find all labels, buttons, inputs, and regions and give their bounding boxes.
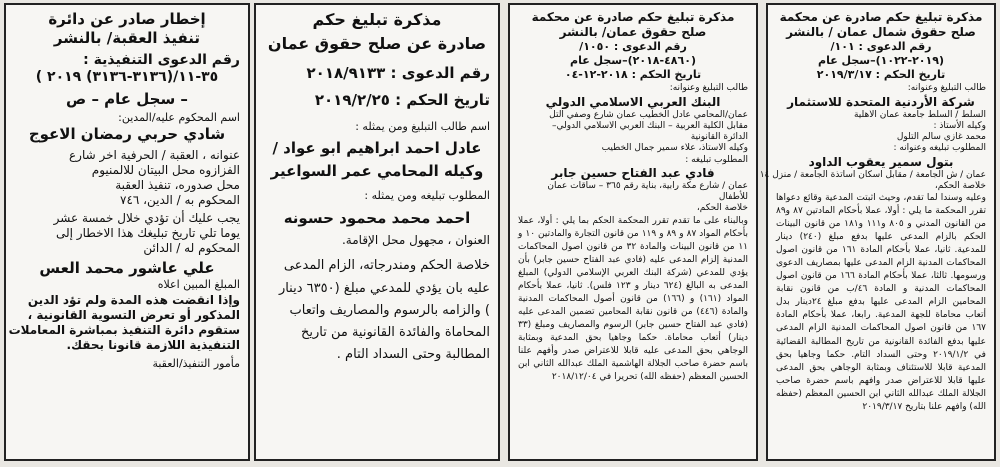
agent-name: محمد غازي سالم التلول: [896, 132, 986, 142]
column-notice-bank: [508, 3, 758, 461]
summary-label: خلاصة الحكم،: [696, 203, 748, 214]
summary-label: خلاصة الحكم،: [934, 180, 986, 191]
notified-label: المطلوب تبليغه ومن يمثله :: [364, 188, 490, 202]
case-number: (٢٠١٩-١٠٢٢)–سجل عام: [818, 53, 944, 67]
column-notice-amman-court: [254, 3, 500, 461]
title-line-2: صادرة عن صلح حقوق عمان: [267, 34, 487, 53]
issue-place: محل صدوره، تنفيذ العقبة: [115, 177, 240, 192]
creditor-label: المحكوم له / الدائن: [143, 240, 240, 255]
address-line-5: للأطفال: [718, 192, 748, 202]
summary-line-5: المطالبة وحتى السداد التام .: [336, 347, 490, 363]
column-notice-north-amman: [759, 3, 996, 461]
requester-label: طالب التبليغ وعنوانه:: [907, 83, 986, 94]
case-number: ٢٠١٨/٩١٣٣: [306, 64, 386, 82]
judgment-date: ٢٠١٩/٢/٢٥: [314, 90, 390, 109]
title-line-1: مذكرة تبليغ حكم صادرة عن محكمة: [779, 10, 983, 24]
creditor-name: علي عاشور محمد العس: [39, 258, 215, 277]
judgment-text: وعليه وسندا لما تقدم، وحيث اثبتت المدعية وقائع دعواها تقرر المحكمة ما يلي : أولا، عملا بأحكام المادتين ٨٧ و٨٩ من القانون المدني و ٨٠٥ و١١١ و١٨١ من قانون البينات الحكم بالزام المدعى عليها بدفع مبلغ (٢٤٠) دينار للمدعية. ثانيا، عملا بأحكام المادة ١٦١ من قانون اصول المحاكمات المدنية الزام المدعى عليها بمصاريف الدعوى ورسومها. ثالثا، عملا بأحكام المادة ١٦٦ من قانون اصول المحاكمات المدنية و المادة ٤٦/ب من قانون نقابة المحامين الزام المدعى عليها بدفع مبلغ ٢٤دينار بدل أتعاب محاماة للجهة المدعية. رابعا، عملا بأحكام المادة ١٦٧ من قانون اصول المحاكمات المدنية الزام المدعى عليها بدفع الفائدة القانونية من تاريخ المطالبة القضائية في ٢٠١٩/١/٢ وحتى السداد التام. حكما وجاهيا بحق المدعية قابلا للاستئناف وبمثابة الوجاهي بحق المدعى عليها قابلا للاعتراض صدر وافهم باسم حضرة صاحب الجلالة الملك عبدالله الثاني ابن الحسين المعظم (حفظه الله) وافهم علنا بتاريخ ٢٠١٩/٣/١٧: [776, 193, 986, 412]
address-line-3: الدائرة القانونية: [690, 132, 748, 142]
summary-line-1: خلاصة الحكم ومندرجاته، الزام المدعى: [283, 258, 490, 274]
summary-line-4: المحاماة والفائدة القانونية من تاريخ: [300, 325, 490, 340]
notified-name: احمد محمد محمود حسونه: [283, 208, 471, 227]
address-line-2: مقابل الكلية العربية – البنك العربي الاسلامي الدولي–: [551, 120, 748, 131]
case-label: رقم الدعوى : ١٠٥٠/: [579, 40, 687, 53]
requester-label: اسم طالب التبليغ ومن يمثله :: [355, 119, 490, 133]
warning-line-1: وإذا انقضت هذه المدة ولم تؤد الدين: [27, 293, 240, 308]
address-line-1: السلط / السلط جامعة عمان الاهلية: [853, 109, 986, 120]
address-line-1: عنوانه ، العقبة / الحرفية اخر شارع: [69, 147, 240, 162]
title-line-1: مذكرة تبليغ حكم: [312, 10, 442, 29]
debt-amount: المحكوم به / الدين، ٧٤٦: [120, 192, 240, 207]
signature: مأمور التنفيذ/العقبة: [152, 357, 240, 371]
judgment-date: تاريخ الحكم : ٢٠١٩/٣/١٧: [816, 67, 946, 81]
against-name: شادي حربي رمضان الاعوج: [28, 125, 226, 143]
address-line-2: الفزازوه محل البيتان للالمنيوم: [91, 162, 240, 177]
notified-name: بتول سمير يعقوب الداود: [808, 154, 954, 169]
notified-label: المطلوب تبليغه :: [685, 154, 748, 165]
agent-name: وكيله الاستاذ، علاء سمير جمال الخطيب: [601, 143, 748, 154]
address-line-1: عمان/المحامي عادل الخطيب عمان شارع وصفي التل: [549, 109, 748, 120]
address-line-2: عمان / ش الجامعة / مقابل اسكان اساتذة الجامعة / منزل ١٤: [759, 169, 986, 180]
address-line-4: عمان / شارع مكة رابية، بناية رقم ٣٦٥ – ساقات عمان: [547, 180, 748, 191]
case-label: رقم الدعوى التنفيذية :: [83, 51, 240, 68]
requester-label: طالب التبليغ وعنوانه:: [669, 83, 748, 94]
case-number: ٣٥-١١/(٣١٣٦-٣١٣٦) ٢٠١٩ ): [35, 69, 219, 85]
requester-name: عادل احمد ابراهيم ابو عواد /: [272, 139, 482, 158]
title-line-2: صلح حقوق عمان/ بالنشر: [559, 25, 707, 39]
case-label: رقم الدعوى : ١٠١/: [830, 40, 932, 53]
agent-label: وكيله الأستاذ :: [933, 120, 986, 131]
notified-name: فادي عبد الفتاح حسين جابر: [551, 165, 715, 180]
title-line-1: إخطار صادر عن دائرة: [48, 10, 206, 28]
notified-label: المطلوب تبليغه وعنوانه :: [893, 143, 986, 154]
title-line-1: مذكرة تبليغ حكم صادرة عن محكمة: [531, 10, 735, 24]
summary-line-2: عليه بان يؤدي للمدعي مبلغ (٦٣٥٠ دينار: [278, 280, 490, 296]
judgment-date: تاريخ الحكم : ٢٠١٨-١٢-٠٤: [564, 67, 702, 81]
requester-name: البنك العربي الاسلامي الدولي: [545, 94, 721, 109]
agent-name: وكيله المحامي عمر السواعير: [270, 162, 484, 180]
warning-line-4: التنفيذية اللازمة قانونا بحقك.: [66, 338, 240, 353]
title-line-2: صلح حقوق شمال عمان / بالنشر: [786, 25, 976, 39]
notice-line-2: يوما تلي تاريخ تبليغك هذا الاخطار إلى: [55, 225, 240, 240]
case-number: (٤٨٦٠-٢٠١٨)–سجل عام: [570, 53, 696, 67]
registry: – سجل عام – ص: [66, 89, 188, 108]
amount-line: المبلغ المبين اعلاه: [157, 277, 240, 291]
date-label: تاريخ الحكم :: [395, 90, 490, 109]
judgment-text: وبالبناء على ما تقدم تقرر المحكمة الحكم بما يلي : أولا، عملا بأحكام المواد ٨٧ و ٨٩ و ١١٩ من قانون التجارة والمادتين ١٠ و ١١ من قانون البينات والمادة ٣٢ من قانون اصول المحاكمات المدنية إلزام المدعى عليه (فادي عبد الفتاح حسين جابر) بأن يؤدي للمدعي (شركة البنك العربي الإسلامي الدولي) المبلغ المدعى به البالغ (٦٢٤ دينار و ١٢٣ فلس). ثانيا، عملا بأحكام المواد (١٦١) و (١٦٦) من قانون أصول المحاكمات المدنية والمادة (٤٤٦) من قانون نقابة المحامين تضمين المدعى عليه (فادي عبد الفتاح حسين جابر) الرسوم والمصاريف ومبلغ (٣٣ دينار) أتعاب محاماة. حكما وجاهيا بحق المدعية وبمثابة الوجاهي بحق المدعى عليه قابلا للاعتراض صدر وأفهم علنا باسم حضرة صاحب الجلالة الهاشمية الملك عبدالله الثاني ابن الحسين المعظم (حفظه الله) تحريرا في ٢٠١٨/١٢/٠٤: [518, 215, 749, 383]
against-label: اسم المحكوم عليه/المدين:: [118, 111, 240, 125]
requester-name: شركة الأردنية المتحدة للاستثمار: [787, 94, 975, 109]
warning-line-3: ستقوم دائرة التنفيذ بمباشرة المعاملات: [8, 323, 240, 338]
residence: العنوان ، مجهول محل الإقامة.: [341, 233, 490, 248]
column-notice-aqaba: [4, 3, 250, 461]
title-line-2: تنفيذ العقبة/ بالنشر: [53, 28, 201, 47]
summary-line-3: ) والزامه بالرسوم والمصاريف واتعاب: [289, 302, 490, 318]
case-label: رقم الدعوى :: [390, 64, 490, 82]
warning-line-2: المذكور أو تعرض التسوية القانونية ،: [27, 308, 240, 323]
notice-line-1: يجب عليك أن تؤدي خلال خمسة عشر: [53, 210, 240, 225]
